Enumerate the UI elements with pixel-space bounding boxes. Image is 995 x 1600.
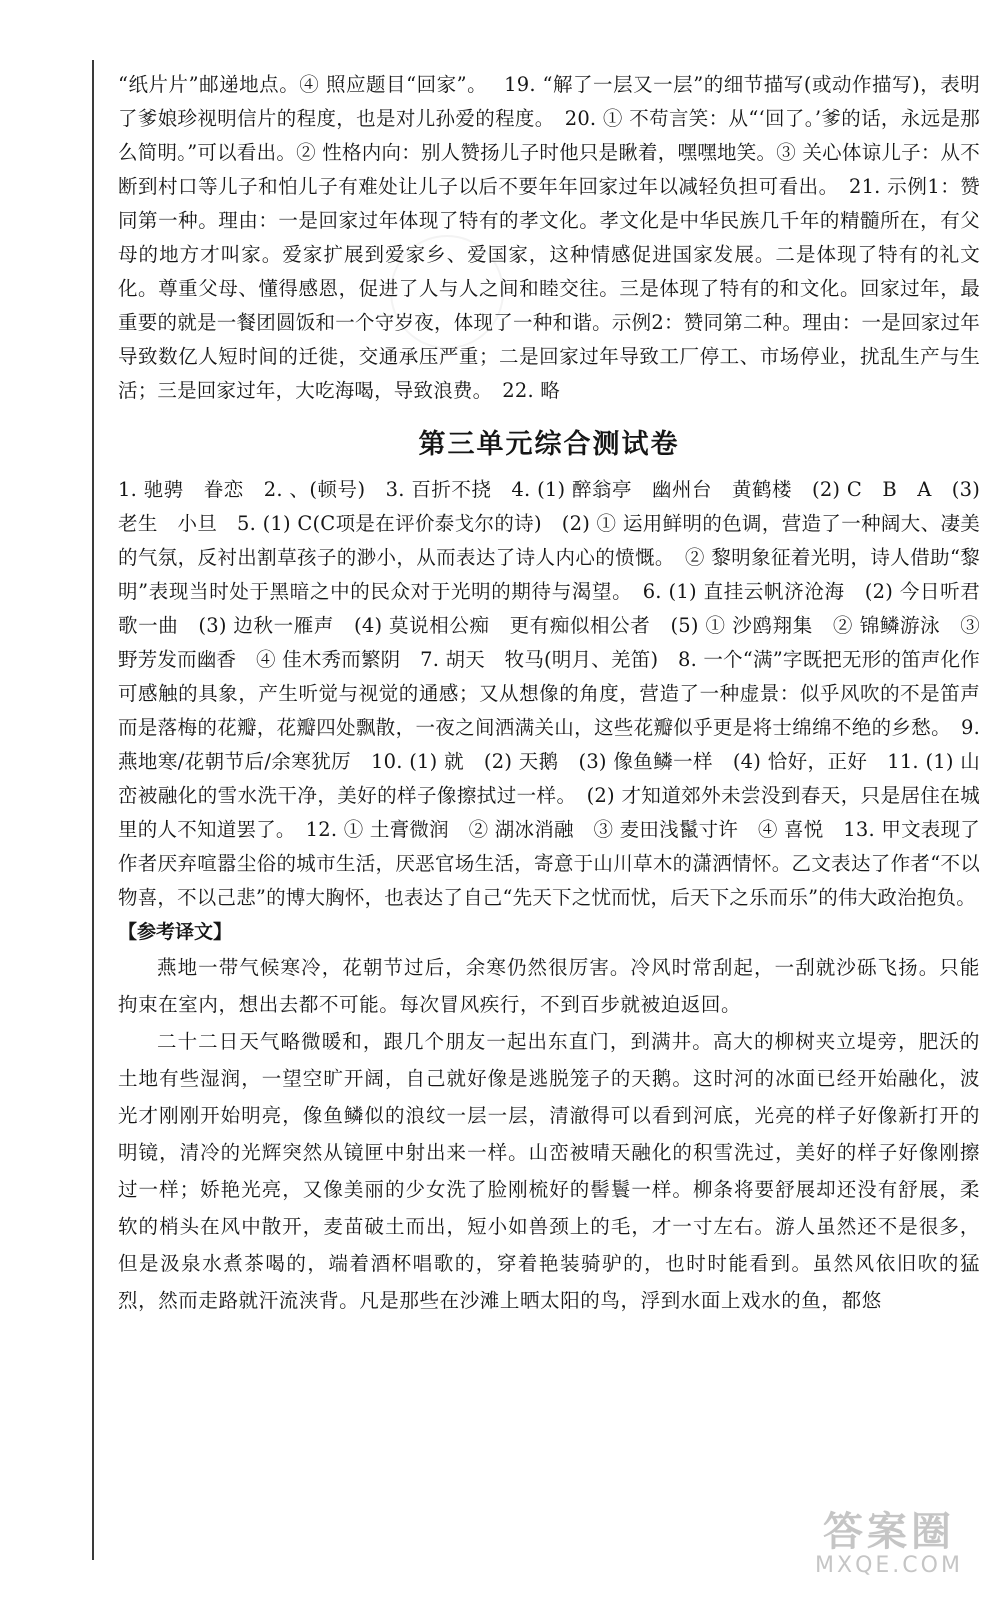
section-title: 第三单元综合测试卷	[418, 429, 680, 460]
site-watermark	[789, 1510, 989, 1590]
watermark-logo-text: 答案圈	[823, 1509, 955, 1555]
translation-paragraph-2: 二十二日天气略微暖和，跟几个朋友一起出东直门，到满井。高大的柳树夹立堤旁，肥沃的土地有些湿润，一望空旷开阔，自己就好像是逃脱笼子的天鹅。这时河的冰面已经开始融化，波光才刚刚开始明亮，像鱼鳞似的浪纹一层一层，清澈得可以看到河底，光亮的样子好像新打开的明镜，清冷的光辉突然从镜匣中射出来一样。山峦被晴天融化的积雪洗过，美好的样子好像刚擦过一样；娇艳光亮，又像美丽的少女洗了脸刚梳好的髻鬟一样。柳条将要舒展却还没有舒展，柔软的梢头在风中散开，麦苗破土而出，短小如兽颈上的毛，才一寸左右。游人虽然还不是很多，但是汲泉水煮茶喝的，端着酒杯唱歌的，穿着艳装骑驴的，也时时能看到。虽然风依旧吹的猛烈，然而走路就汗流浃背。凡是那些在沙滩上晒太阳的鸟，浮到水面上戏水的鱼，都悠	[118, 1030, 980, 1312]
watermark-url-text: MXQE.COM	[815, 1553, 963, 1578]
reference-translation-heading: 【参考译文】	[118, 921, 233, 943]
answers-unit-three: 1. 驰骋 眷恋 2. 、(顿号) 3. 百折不挠 4. (1) 醉翁亭 幽州台 黄鹤楼 (2) C B A (3) 老生 小旦 5. (1) C(C项是在评价泰戈尔的诗) (2) ① 运用鲜明的色调，营造了一种阔大、凄美的气氛，反衬出割草孩子的渺小，从而表达了诗人内心的愤慨。 ② 黎明象征着光明，诗人借助“黎明”表现当时处于黑暗之中的民众对于光明的期待与渴望。 6. (1) 直挂云帆济沧海 (2) 今日听君歌一曲 (3) 边秋一雁声 (4) 莫说相公痴 更有痴似相公者 (5) ① 沙鸥翔集 ② 锦鳞游泳 ③ 野芳发而幽香 ④ 佳木秀而繁阴 7. 胡天 牧马(明月、羌笛) 8. 一个“满”字既把无形的笛声化作可感触的具象，产生听觉与视觉的通感；又从想像的角度，营造了一种虚景：似乎风吹的不是笛声而是落梅的花瓣，花瓣四处飘散，一夜之间洒满关山，这些花瓣似乎更是将士绵绵不绝的乡愁。 9. 燕地寒/花朝节后/余寒犹厉 10. (1) 就 (2) 天鹅 (3) 像鱼鳞一样 (4) 恰好，正好 11. (1) 山峦被融化的雪水洗干净，美好的样子像擦拭过一样。 (2) 才知道郊外未尝没到春天，只是居住在城里的人不知道罢了。 12. ① 土膏微润 ② 湖冰消融 ③ 麦田浅鬣寸许 ④ 喜悦 13. 甲文表现了作者厌弃喧嚣尘俗的城市生活，厌恶官场生活，寄意于山川草木的潇洒情怀。乙文表达了作者“不以物喜，不以己悲”的博大胸怀，也表达了自己“先天下之忧而忧，后天下之乐而乐”的伟大政治抱负。	[118, 478, 980, 909]
translation-paragraph-1: 燕地一带气候寒冷，花朝节过后，余寒仍然很厉害。冷风时常刮起，一刮就沙砾飞扬。只能拘束在室内，想出去都不可能。每次冒风疾行，不到百步就被迫返回。	[118, 956, 980, 1016]
binding-margin-line	[92, 60, 94, 1560]
answers-previous-unit: “纸片片”邮递地点。④ 照应题目“回家”。 19. “解了一层又一层”的细节描写(或动作描写)，表明了爹娘珍视明信片的程度，也是对儿孙爱的程度。 20. ① 不苟言笑：从“‘回了。’爹的话，永远是那么简明。”可以看出。② 性格内向：别人赞扬儿子时他只是瞅着，嘿嘿地笑。③ 关心体谅儿子：从不断到村口等儿子和怕儿子有难处让儿子以后不要年年回家过年以减轻负担可看出。 21. 示例1：赞同第一种。理由：一是回家过年体现了特有的孝文化。孝文化是中华民族几千年的精髓所在，有父母的地方才叫家。爱家扩展到爱家乡、爱国家，这种情感促进国家发展。二是体现了特有的礼文化。尊重父母、懂得感恩，促进了人与人之间和睦交往。三是体现了特有的和文化。回家过年，最重要的就是一餐团圆饭和一个守岁夜，体现了一种和谐。示例2：赞同第二种。理由：一是回家过年导致数亿人短时间的迁徙，交通承压严重；二是回家过年导致工厂停工、市场停业，扰乱生产与生活；三是回家过年，大吃海喝，导致浪费。 22. 略	[118, 73, 980, 402]
content-column	[118, 68, 980, 1319]
